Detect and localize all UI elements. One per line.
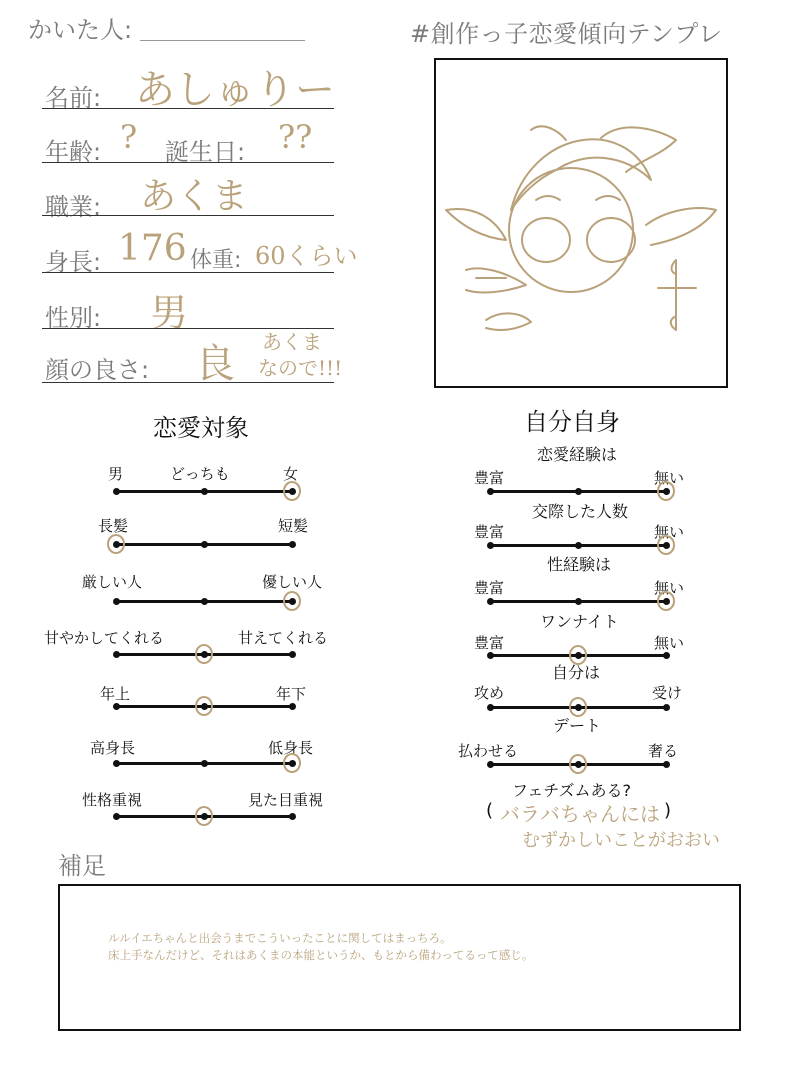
template-title: #創作っ子恋愛傾向テンプレ	[410, 20, 723, 48]
scale-right-label: 奢る	[648, 742, 679, 760]
scale-dot	[487, 652, 494, 659]
scale-left-label: 払わせる	[458, 742, 519, 760]
job-underline	[42, 215, 334, 216]
birthday-value: ??	[278, 118, 313, 156]
scale-right-label: 年下	[276, 685, 307, 703]
scale-dot	[289, 813, 296, 820]
scale-right-label: 見た目重視	[248, 791, 324, 809]
name-label: 名前:	[45, 84, 102, 112]
scale-choice-mark	[283, 481, 301, 501]
scale-dot	[201, 760, 208, 767]
sketch-eye-right	[587, 218, 635, 262]
scale-left-label: 年上	[100, 685, 131, 703]
scale-choice-mark	[569, 645, 587, 665]
height-underline	[42, 272, 334, 273]
sketch-face	[509, 168, 633, 292]
scale-choice-mark	[195, 806, 213, 826]
looks-label: 顔の良さ:	[45, 356, 150, 384]
scale-dot	[289, 541, 296, 548]
scale-right-label: 女	[283, 465, 299, 483]
sketch-wing-left	[446, 209, 506, 240]
scale-dot	[487, 761, 494, 768]
sketch-cross	[658, 260, 696, 330]
scale-dot	[289, 703, 296, 710]
scale-question: 性経験は	[547, 555, 612, 574]
sketch-wing-lower-left	[466, 268, 526, 292]
scale-choice-mark	[283, 591, 301, 611]
name-underline	[42, 108, 334, 109]
scale-choice-mark	[657, 481, 675, 501]
scale-dot	[113, 488, 120, 495]
scale-dot	[663, 652, 670, 659]
sex-value: 男	[150, 291, 189, 335]
scale-choice-mark	[283, 753, 301, 773]
supplement-line-1: ルルイエちゃんと出会うまでこういったことに関してはまっちろ。	[108, 931, 452, 945]
scale-dot	[113, 760, 120, 767]
sketch-wing-small	[486, 313, 531, 330]
scale-dot	[201, 541, 208, 548]
love-target-title: 恋愛対象	[153, 414, 249, 442]
fetish-close-paren: )	[664, 800, 672, 821]
age-value: ?	[120, 118, 138, 156]
scale-dot	[575, 542, 582, 549]
scale-left-label: 長髪	[98, 517, 129, 535]
sex-label: 性別:	[45, 304, 102, 332]
scale-mid-label: どっちも	[170, 465, 230, 483]
weight-value: 60くらい	[255, 242, 358, 270]
height-label: 身長:	[45, 248, 102, 276]
fetish-open-paren: (	[486, 800, 494, 821]
scale-left-label: 豊富	[474, 469, 505, 487]
scale-choice-mark	[569, 754, 587, 774]
birthday-label: 誕生日:	[165, 138, 246, 166]
scale-dot	[575, 488, 582, 495]
sketch-brows	[536, 196, 620, 200]
scale-right-label: 甘えてくれる	[238, 629, 329, 647]
scale-dot	[487, 704, 494, 711]
fetish-question: フェチズムある?	[512, 781, 632, 800]
looks-note-2: なので!!!	[258, 356, 343, 380]
scale-dot	[663, 704, 670, 711]
scale-right-label: 短髪	[278, 517, 309, 535]
author-underline	[140, 40, 305, 41]
scale-choice-mark	[657, 591, 675, 611]
fetish-answer-2: むずかしいことがおおい	[522, 830, 720, 851]
age-label: 年齢:	[45, 138, 102, 166]
sketch-eye-left	[522, 218, 570, 262]
age-underline	[42, 162, 334, 163]
scale-right-label: 優しい人	[262, 573, 323, 591]
scale-right-label: 無い	[654, 634, 685, 652]
scale-right-label: 低身長	[268, 739, 314, 757]
scale-right-label: 受け	[652, 684, 683, 702]
scale-question: 自分は	[552, 663, 601, 682]
supplement-box	[58, 884, 741, 1031]
scale-dot	[487, 542, 494, 549]
scale-right-label: 無い	[654, 523, 685, 541]
scale-question: 交際した人数	[532, 502, 629, 521]
scale-left-label: 男	[108, 465, 124, 483]
scale-dot	[575, 598, 582, 605]
scale-choice-mark	[195, 696, 213, 716]
scale-left-label: 高身長	[90, 739, 136, 757]
height-value: 176	[118, 228, 187, 269]
supplement-title: 補足	[58, 852, 106, 880]
scale-left-label: 豊富	[474, 634, 505, 652]
scale-dot	[113, 651, 120, 658]
supplement-line-2: 床上手なんだけど、それはあくまの本能というか、もとから備わってるって感じ。	[108, 948, 534, 962]
name-value: あしゅりー	[135, 67, 335, 113]
looks-note-1: あくま	[262, 330, 322, 354]
scale-question: 恋愛経験は	[537, 445, 618, 464]
scale-dot	[663, 761, 670, 768]
job-value: あくま	[140, 176, 249, 217]
self-title: 自分自身	[524, 408, 620, 436]
scale-dot	[113, 703, 120, 710]
sketch-horn-right	[601, 127, 676, 172]
character-sketch	[436, 60, 725, 385]
scale-dot	[201, 488, 208, 495]
scale-left-label: 攻め	[474, 684, 505, 702]
weight-label: 体重:	[190, 248, 242, 273]
fetish-answer: バラバちゃんには	[500, 802, 660, 826]
scale-left-label: 厳しい人	[82, 573, 143, 591]
scale-choice-mark	[657, 535, 675, 555]
scale-dot	[113, 813, 120, 820]
scale-dot	[487, 488, 494, 495]
scale-left-label: 甘やかしてくれる	[44, 629, 165, 647]
author-label: かいた人:	[28, 16, 133, 44]
scale-right-label: 無い	[654, 469, 685, 487]
looks-underline	[42, 382, 334, 383]
scale-choice-mark	[569, 697, 587, 717]
scale-left-label: 性格重視	[82, 791, 143, 809]
scale-question: ワンナイト	[540, 612, 619, 631]
looks-value: 良	[195, 341, 235, 387]
scale-choice-mark	[107, 534, 125, 554]
scale-dot	[201, 598, 208, 605]
scale-question: デート	[553, 716, 602, 735]
scale-left-label: 豊富	[474, 523, 505, 541]
sketch-wing-right	[646, 208, 716, 245]
scale-right-label: 無い	[654, 579, 685, 597]
scale-dot	[487, 598, 494, 605]
scale-dot	[289, 651, 296, 658]
scale-left-label: 豊富	[474, 579, 505, 597]
job-label: 職業:	[45, 193, 102, 221]
scale-dot	[113, 598, 120, 605]
sketch-hair	[511, 139, 651, 210]
sketch-horn-left	[531, 126, 566, 140]
illustration-frame	[434, 58, 728, 388]
scale-choice-mark	[195, 644, 213, 664]
